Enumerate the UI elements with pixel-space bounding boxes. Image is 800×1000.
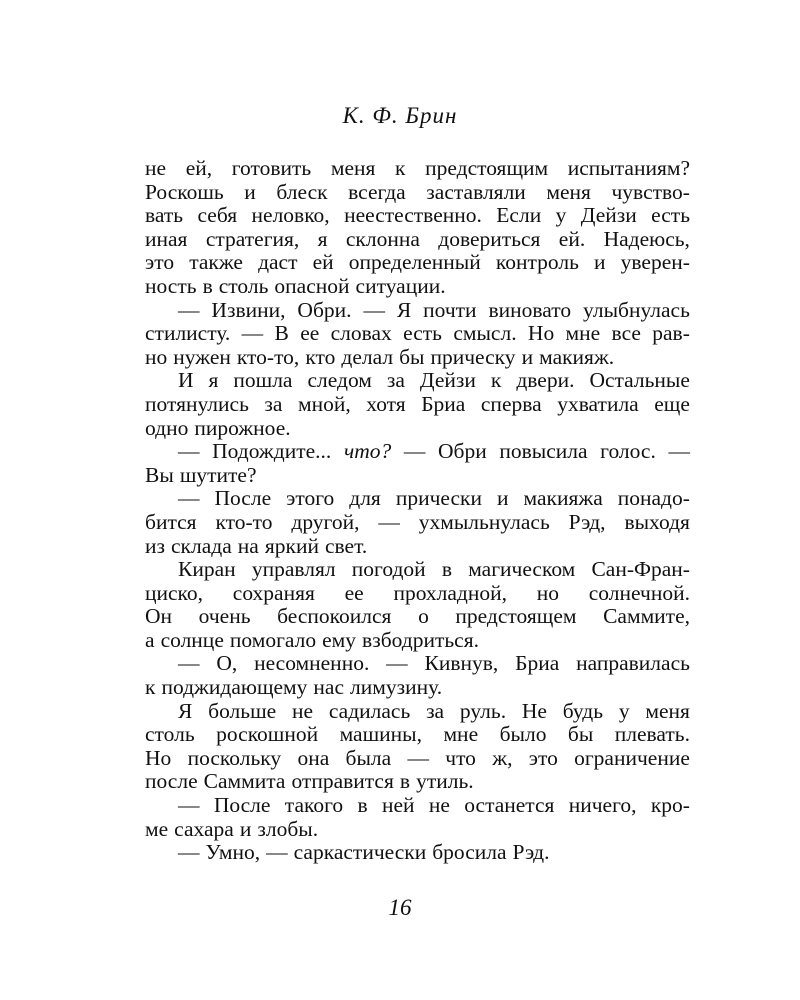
text-line: вать себя неловко, неестественно. Если у Дейзи есть <box>145 203 690 228</box>
text-line: Но поскольку она была — что ж, это ограничение <box>145 745 690 770</box>
text-line: после Саммита отправится в утиль. <box>145 769 474 794</box>
text-line: стилисту. — В ее словах есть смысл. Но мне все рав- <box>145 321 690 346</box>
page-number: 16 <box>388 895 412 920</box>
text-line: — О, несомненно. — Кивнув, Бриа направилась <box>178 651 690 676</box>
text-line: к поджидающему нас лимузину. <box>145 675 443 700</box>
text-line: Вы шутите? <box>145 462 257 487</box>
text-line: — После такого в ней не останется ничего, кро- <box>178 793 690 818</box>
text-line: это также даст ей определенный контроль и уверен- <box>145 250 690 275</box>
text-line: потянулись за мной, хотя Бриа сперва ухватила еще <box>145 391 690 416</box>
text-line: но нужен кто-то, кто делал бы прическу и макияж. <box>145 344 615 369</box>
text-line: одно пирожное. <box>145 415 291 440</box>
text-line: столь роскошной машины, мне было бы плевать. <box>145 722 690 747</box>
text-line: Я больше не садилась за руль. Не будь у меня <box>178 698 690 723</box>
text-line: ность в столь опасной ситуации. <box>145 273 446 298</box>
text-line: И я пошла следом за Дейзи к двери. Остальные <box>178 368 690 393</box>
text-line: бится кто-то другой, — ухмыльнулась Рэд, выходя <box>145 509 690 534</box>
text-line: — Извини, Обри. — Я почти виновато улыбнулась <box>178 297 690 322</box>
text-line: из склада на яркий свет. <box>145 533 368 558</box>
text-line: а солнце помогало ему взбодриться. <box>145 627 479 652</box>
text-line: Роскошь и блеск всегда заставляли меня чувство- <box>145 179 690 204</box>
text-line: — Умно, — саркастически бросила Рэд. <box>178 840 550 865</box>
text-line: — Подождите... что? — Обри повысила голос. — <box>178 439 690 464</box>
text-line: ме сахара и злобы. <box>145 816 319 841</box>
text-line: циско, сохраняя ее прохладной, но солнечной. <box>145 580 690 605</box>
text-line: Он очень беспокоился о предстоящем Саммите, <box>145 604 690 629</box>
text-line: — После этого для прически и макияжа понадо- <box>178 486 690 511</box>
text-line: Киран управлял погодой в магическом Сан-Фран- <box>178 557 690 582</box>
text-line: иная стратегия, я склонна довериться ей. Надеюсь, <box>145 226 690 251</box>
running-header: К. Ф. Брин <box>342 103 458 128</box>
text-line: не ей, готовить меня к предстоящим испытаниям? <box>145 156 690 180</box>
body-text <box>145 157 690 865</box>
